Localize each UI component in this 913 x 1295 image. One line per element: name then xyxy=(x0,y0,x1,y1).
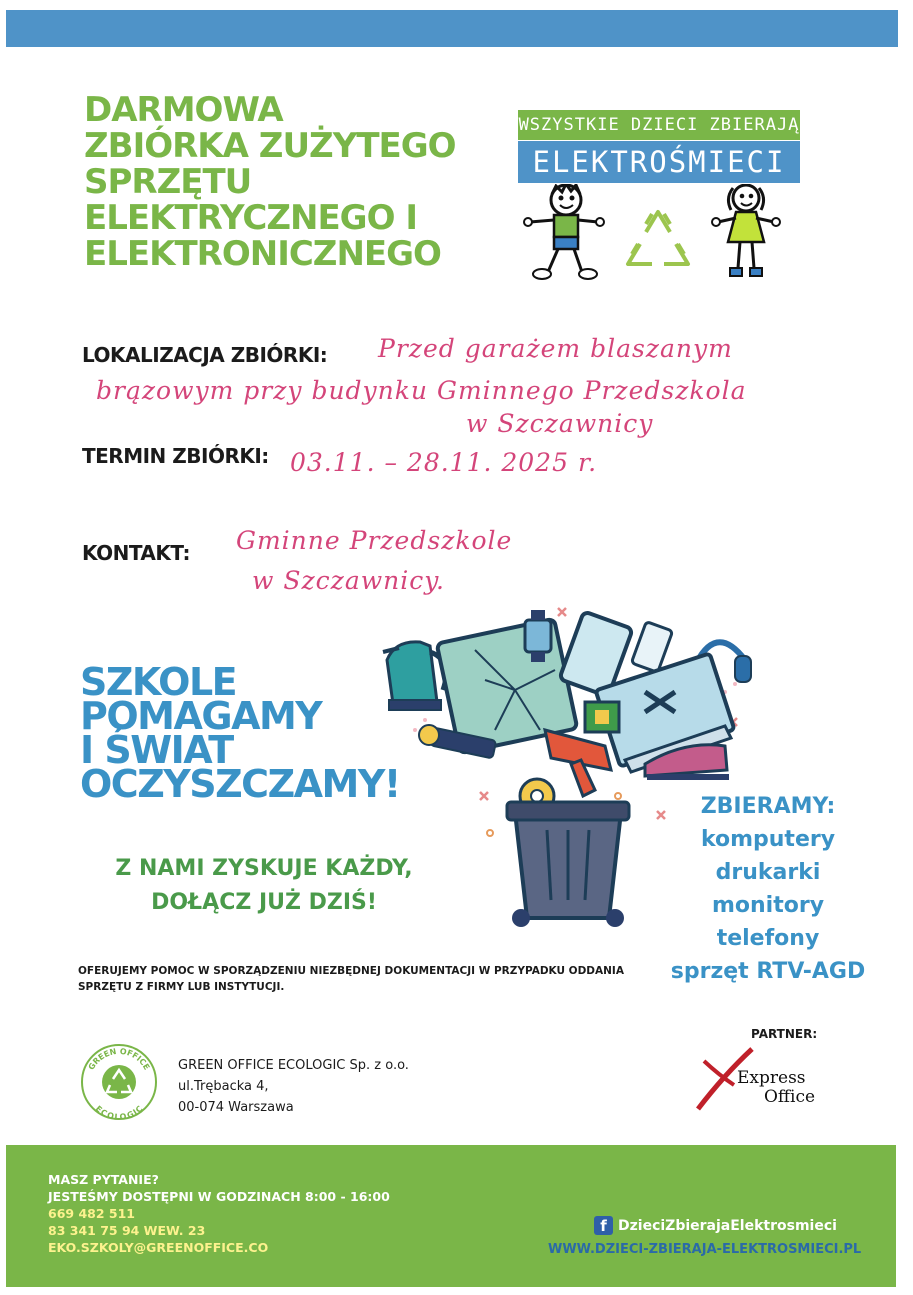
slogan-line: OCZYSZCZAMY! xyxy=(80,762,400,806)
help-notice: OFERUJEMY POMOC W SPORZĄDZENIU NIEZBĘDNEJ DOKUMENTACJI W PRZYPADKU ODDANIA SPRZĘTU Z FIRMY LUB INSTYTUCJI. xyxy=(78,965,624,993)
collected-item: sprzęt RTV-AGD xyxy=(670,959,866,984)
contact-handwritten-line: Gminne Przedszkole xyxy=(236,526,513,555)
footer-question: MASZ PYTANIE? xyxy=(48,1172,159,1187)
headline-line: ELEKTRONICZNEGO xyxy=(84,234,441,274)
chip-icon xyxy=(585,702,619,732)
headline-line: ELEKTRYCZNEGO I xyxy=(84,198,417,238)
logo-kids-illustration xyxy=(518,184,800,284)
company-street: ul.Trębacka 4, xyxy=(178,1079,269,1094)
location-handwritten-line: brązowym przy budynku Gminnego Przedszkola xyxy=(96,376,747,405)
collected-items xyxy=(650,790,886,988)
facebook-link[interactable] xyxy=(594,1216,837,1235)
facebook-handle: DzieciZbierajaElektrosmieci xyxy=(618,1217,837,1234)
recycle-icon xyxy=(628,212,688,264)
contact-label: KONTAKT: xyxy=(82,541,190,565)
location-label: LOKALIZACJA ZBIÓRKI: xyxy=(82,343,328,367)
company-name: GREEN OFFICE ECOLOGIC Sp. z o.o. xyxy=(178,1058,409,1073)
website-link[interactable]: WWW.DZIECI-ZBIERAJA-ELEKTROSMIECI.PL xyxy=(548,1242,862,1257)
top-color-bar xyxy=(6,10,898,47)
collected-item: monitory xyxy=(711,893,825,918)
green-office-logo xyxy=(80,1043,158,1121)
contact-handwritten-line: w Szczawnicy. xyxy=(252,566,445,595)
slogan xyxy=(80,660,400,806)
footer-email-link[interactable]: EKO.SZKOLY@GREENOFFICE.CO xyxy=(48,1240,269,1255)
location-handwritten-line: Przed garażem blaszanym xyxy=(378,334,733,363)
slogan-line: I ŚWIAT xyxy=(80,728,233,772)
term-label: TERMIN ZBIÓRKI: xyxy=(82,444,269,468)
logo-top-text: WSZYSTKIE DZIECI ZBIERAJĄ xyxy=(518,110,800,140)
footer-phone[interactable]: 83 341 75 94 WEW. 23 xyxy=(48,1223,206,1238)
headline-line: SPRZĘTU xyxy=(84,162,252,202)
campaign-logo xyxy=(518,110,800,282)
main-headline xyxy=(84,92,504,272)
slogan-line: SZKOLE xyxy=(80,660,237,704)
footer-band xyxy=(6,1145,896,1287)
tagline-line: DOŁĄCZ JUŻ DZIŚ! xyxy=(151,890,377,915)
headline-line: ZBIÓRKA ZUŻYTEGO xyxy=(84,126,456,166)
collected-item: drukarki xyxy=(715,860,821,885)
collected-heading: ZBIERAMY: xyxy=(700,794,836,819)
company-city: 00-074 Warszawa xyxy=(178,1100,294,1115)
location-handwritten-line: w Szczawnicy xyxy=(466,409,654,438)
trash-bin-icon xyxy=(507,802,629,927)
headline-line: DARMOWA xyxy=(84,90,283,130)
boy-figure xyxy=(524,184,604,279)
term-handwritten-value: 03.11. – 28.11. 2025 r. xyxy=(290,448,598,477)
girl-figure xyxy=(712,185,780,276)
tagline-line: Z NAMI ZYSKUJE KAŻDY, xyxy=(115,856,413,881)
green-office-logo-bottom-text: ECOLOGIC xyxy=(93,1104,145,1121)
partner-name-line: Office xyxy=(764,1087,816,1107)
partner-name-line: Express xyxy=(737,1068,806,1088)
slogan-line: POMAGAMY xyxy=(80,694,322,738)
footer-phone[interactable]: 669 482 511 xyxy=(48,1206,135,1221)
collected-item: telefony xyxy=(716,926,820,951)
company-address xyxy=(178,1055,409,1118)
hair-dryer-icon xyxy=(545,730,611,796)
partner-label: PARTNER: xyxy=(751,1027,818,1041)
phone-icon xyxy=(631,622,672,673)
collected-item: komputery xyxy=(700,827,836,852)
green-office-logo-top-text: GREEN OFFICE xyxy=(86,1046,152,1072)
footer-contact-info xyxy=(48,1171,390,1256)
footer-hours: JESTEŚMY DOSTĘPNI W GODZINACH 8:00 - 16:00 xyxy=(48,1189,390,1204)
facebook-icon: f xyxy=(594,1216,613,1235)
logo-main-text: ELEKTROŚMIECI xyxy=(518,141,800,183)
partner-logo xyxy=(694,1045,834,1111)
